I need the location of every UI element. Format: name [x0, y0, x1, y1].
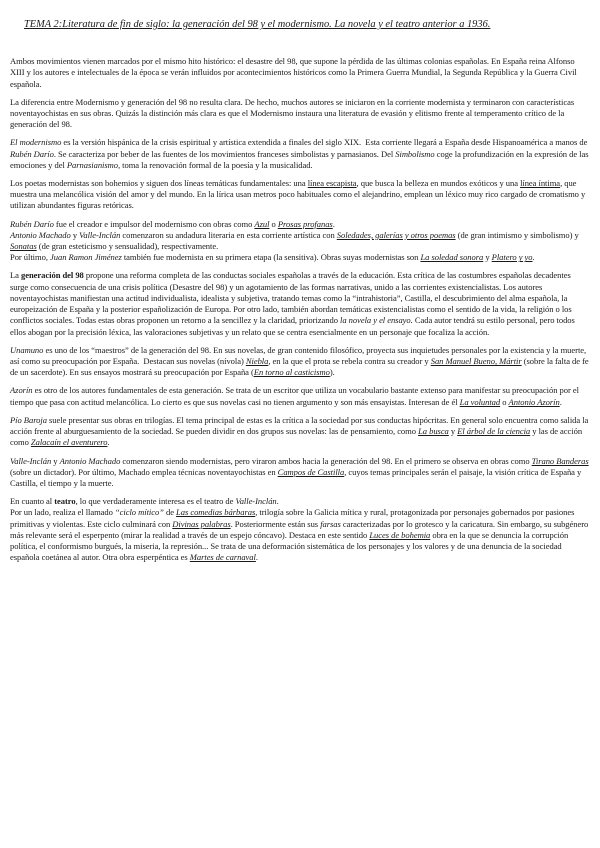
paragraph-modernist-authors-3 [10, 252, 590, 263]
text-span: de [163, 507, 177, 518]
author-unamuno: Unamuno [10, 344, 44, 355]
text-span: o [269, 218, 278, 229]
text-span: comenzaron siendo modernistas, pero viraron ambos hacia la generación del 98. En el primero se observa en obras como [120, 455, 532, 466]
text-span: (sobre la falta de fe de un sacerdote). En sus ensayos mostrará su preocupación por España ( [10, 356, 591, 378]
text-span: Por último, [10, 252, 51, 263]
text-span: y [448, 426, 458, 437]
work-san-manuel-bueno: San Manuel Bueno, Mártir [430, 356, 522, 367]
text-span: , lo que verdaderamente interesa es el teatro de [75, 496, 236, 507]
text-span: suele presentar sus obras en trilogías. El tema principal de estas es la crítica a la sociedad por sus conductas hipócritas. En general solo encuentra como salida la acción frente al aburguesamiento de la sociedad. Se pueden dividir en dos grupos sus novelas: las de pensamiento, como [10, 414, 591, 437]
text-span: En cuanto al [10, 496, 55, 507]
work-martes-de-carnaval: Martes de carnaval [189, 552, 256, 563]
paragraph-modernist-authors-1 [10, 219, 590, 230]
text-span: es otro de los autores fundamentales de esta generación. Se trata de un escritor que utiliza un vocabulario bastante extenso para manifestar su preocupación por el tiempo que pasa con actitud melancólica. Lo cierto es que sus novelas casi no tienen argumento y son más ensayistas. Interesan de él [10, 385, 582, 407]
text-span: (sobre un dictador). Por último, Machado emplea técnicas noventayochistas en [10, 455, 591, 477]
text-span: o [500, 396, 509, 407]
text-span: y [51, 455, 60, 466]
text-span: , cuyos temas principales serán el paisaje, la visión crítica de España y Castilla, el tiempo y la muerte. [10, 466, 584, 489]
text-span: también fue modernista en su primera etapa (la sensitiva). Obras suyas modernistas son [121, 252, 421, 263]
page-title: TEMA 2:Literatura de fin de siglo: la generación del 98 y el modernismo. La novela y el teatro anterior a 1936. [24, 19, 491, 30]
term-generacion-98: generación del 98 [21, 270, 84, 281]
paragraph-generacion-98 [10, 270, 590, 338]
text-span: , en la que el prota se rebela contra su creador y [268, 356, 431, 367]
author-ruben-dario: Rubén Darío [10, 218, 54, 229]
author-pio-baroja: Pío Baroja [10, 414, 47, 425]
author-antonio-machado: Antonio Machado [59, 455, 121, 466]
work-comedias-barbaras: Las comedias bárbaras [176, 507, 256, 518]
paragraph-modernist-authors-2 [10, 230, 590, 253]
text-span: comenzaron su andadura literaria en esta corriente artística con [120, 229, 337, 240]
paragraph-thematic-lines [10, 178, 590, 212]
text-span: y [483, 252, 492, 263]
work-el-arbol-de-la-ciencia: El árbol de la ciencia [457, 426, 531, 437]
text-span: Por un lado, realiza el llamado [10, 507, 115, 518]
author-juan-ramon-jimenez: Juan Ramon Jiménez [50, 252, 122, 263]
text-span: es la versión hispánica de la crisis espiritual y artística extendida a finales del siglo XIX. Esta corriente llegará a España desde Hispanoamérica a manos de [61, 137, 590, 148]
term-modernismo: El modernismo [10, 137, 62, 148]
work-en-torno-al-casticismo: En torno al casticismo [253, 367, 330, 378]
work-azul: Azul [254, 218, 270, 229]
term-simbolismo: Simbolismo [395, 148, 435, 159]
work-tirano-banderas: Tirano Banderas [531, 455, 589, 466]
term-linea-intima: línea íntima [520, 177, 561, 188]
work-la-busca: La busca [418, 426, 449, 437]
text-span: y las de acción como [10, 426, 585, 448]
text-span: Cada autor tendrá su estilo personal, pero todos ellos abogan por la precisión léxica, las valoraciones subjetivas y un relato que se centra esencialmente en un personaje que focaliza la acción. [10, 315, 577, 337]
text-span: . [332, 218, 335, 229]
term-ciclo-mitico: “ciclo mítico” [114, 507, 164, 518]
paragraph-modernism-vs-98: La diferencia entre Modernismo y generación del 98 no resulta clara. De hecho, muchos autores se iniciaron en la corriente modernista y terminaron con características noventayochistas en sus obras. Quizás la distinción más clara es que el Modernismo instaura una literatura de evasión y elitismo frente al temperamento crítico de la generación del 98. [10, 96, 575, 130]
work-la-soledad-sonora: La soledad sonora [420, 252, 484, 263]
text-span: . [255, 552, 258, 563]
paragraph-teatro-intro [10, 496, 590, 507]
paragraph-historical-context: Ambos movimientos vienen marcados por el mismo hito histórico: el desastre del 98, que supone la pérdida de las últimas colonias españolas. En España reina Alfonso XIII y los autores e intelectuales de la época se verán influidos por acontecimientos históricos como la Primera Guerra Mundial, la Segunda República y la Guerra Civil española. [10, 56, 577, 89]
work-sonatas: Sonatas [10, 241, 37, 252]
text-span: Los poetas modernistas son bohemios y siguen dos líneas temáticas fundamentales: una [10, 177, 308, 188]
work-campos-de-castilla: Campos de Castilla [277, 466, 345, 477]
text-span: obra en la que se denuncia la corrupción política, el conformismo burgués, la miseria, la represión... Se trata de una deformación sistemática de los personajes y los valores y de una denuncia de la sociedad española coetánea al autor. Otra obra esperpéntica es [10, 529, 571, 563]
document-body [10, 56, 590, 571]
text-span: coge la profundización en la expresión de las emociones y del [10, 148, 591, 170]
text-span: . Posteriormente están sus [230, 518, 321, 529]
text-span: (de gran intimismo y simbolismo) y [455, 229, 581, 240]
text-span: . [276, 496, 279, 507]
text-span: . [107, 437, 110, 448]
text-span: propone una reforma completa de las conductas sociales españolas a través de la educación. Esta crítica de las costumbres españolas decadentes surge como consecuencia de una crisis política (Desastre del 98) y un agotamiento de las formas narrativas, unido a las corrientes existencialistas. Los autores noventayochistas manifiestan una actitud individualista, idealista y subjetiva, tratando temas como la “intrahistoria”, Castilla, el descubrimiento del alma española, la europeización de España y la posterior españolización de Europa. Por otro lado, también abordan temáticas existencialistas como el sentido de la vida, la religión o los conflictos sociales. Todas estas obras proponen un retorno a la sencillez y la claridad, priorizando [10, 270, 574, 326]
text-span: . [559, 396, 562, 407]
text-span: caracterizadas por lo grotesco y la caricatura. Sin embargo, su subgénero más relevante será el esperpento (mirar la realidad a través de un espejo cóncavo). Destaca en este sentido [10, 518, 591, 540]
text-span: toma la renovación formal de la poesía y la musicalidad. [120, 159, 313, 170]
author-valle-inclan: Valle-Inclán [10, 455, 52, 466]
work-divinas-palabras: Divinas palabras [172, 518, 231, 529]
work-la-voluntad: La voluntad [459, 396, 501, 407]
work-prosas-profanas: Prosas profanas [277, 218, 333, 229]
work-luces-de-bohemia: Luces de bohemia [369, 529, 431, 540]
paragraph-azorin [10, 385, 590, 408]
text-span: (de gran esteticismo y sensualidad), respectivamente. [36, 241, 219, 252]
term-parnasianismo: Parnasianismo, [66, 159, 121, 170]
text-span: . Se caracteriza por beber de las fuentes de los movimientos franceses simbolistas y parnasianos. Del [53, 148, 396, 159]
work-platero-y-yo: Platero y yo [491, 252, 533, 263]
author-valle-inclan: Valle-Inclán [79, 229, 121, 240]
work-niebla: Niebla [245, 356, 269, 367]
paragraph-unamuno [10, 345, 590, 379]
author-valle-inclan: Valle-Inclán [235, 496, 277, 507]
work-antonio-azorin: Antonio Azorín [508, 396, 560, 407]
text-span: , que muestra una melancólica visión del amor y del mundo. En la lírica usan metros poco habituales como el alejandrino, emplean un léxico muy rico cargado de cromatismo y utilizan abundantes figuras retóricas. [10, 177, 588, 211]
work-soledades: Soledades, galerías y otros poemas [336, 229, 456, 240]
author-ruben-dario: Rubén Darío [10, 148, 54, 159]
term-farsas: farsas [320, 518, 341, 529]
paragraph-valle-machado [10, 456, 590, 490]
text-span: ). [329, 367, 335, 378]
text-span: y [70, 229, 80, 240]
term-teatro: teatro [54, 496, 76, 507]
term-linea-escapista: línea escapista [307, 177, 357, 188]
text-span: La [10, 270, 22, 281]
text-span: fue el creador e impulsor del modernismo con obras como [53, 218, 255, 229]
work-zalacain: Zalacaín el aventurero [30, 437, 108, 448]
text-span: , que busca la belleza en mundos exóticos y una [356, 177, 521, 188]
author-antonio-machado: Antonio Machado [10, 229, 71, 240]
paragraph-pio-baroja [10, 415, 590, 449]
term-novela-ensayo: la novela y el ensayo. [340, 315, 413, 326]
author-azorin: Azorín [10, 385, 33, 396]
text-span: , trilogía sobre la Galicia mítica y rural, protagonizada por personajes gobernados por pasiones primitivas y violentas. Este ciclo culminará con [10, 507, 577, 529]
paragraph-modernism-definition [10, 137, 590, 171]
text-span: . [532, 252, 535, 263]
paragraph-teatro-valle [10, 507, 590, 563]
text-span: es uno de los “maestros” de la generación del 98. En sus novelas, de gran contenido filosófico, proyecta sus inquietudes personales por la existencia y la muerte, así como su preocupación por España. Destacan sus novelas (nívola) [10, 344, 589, 367]
